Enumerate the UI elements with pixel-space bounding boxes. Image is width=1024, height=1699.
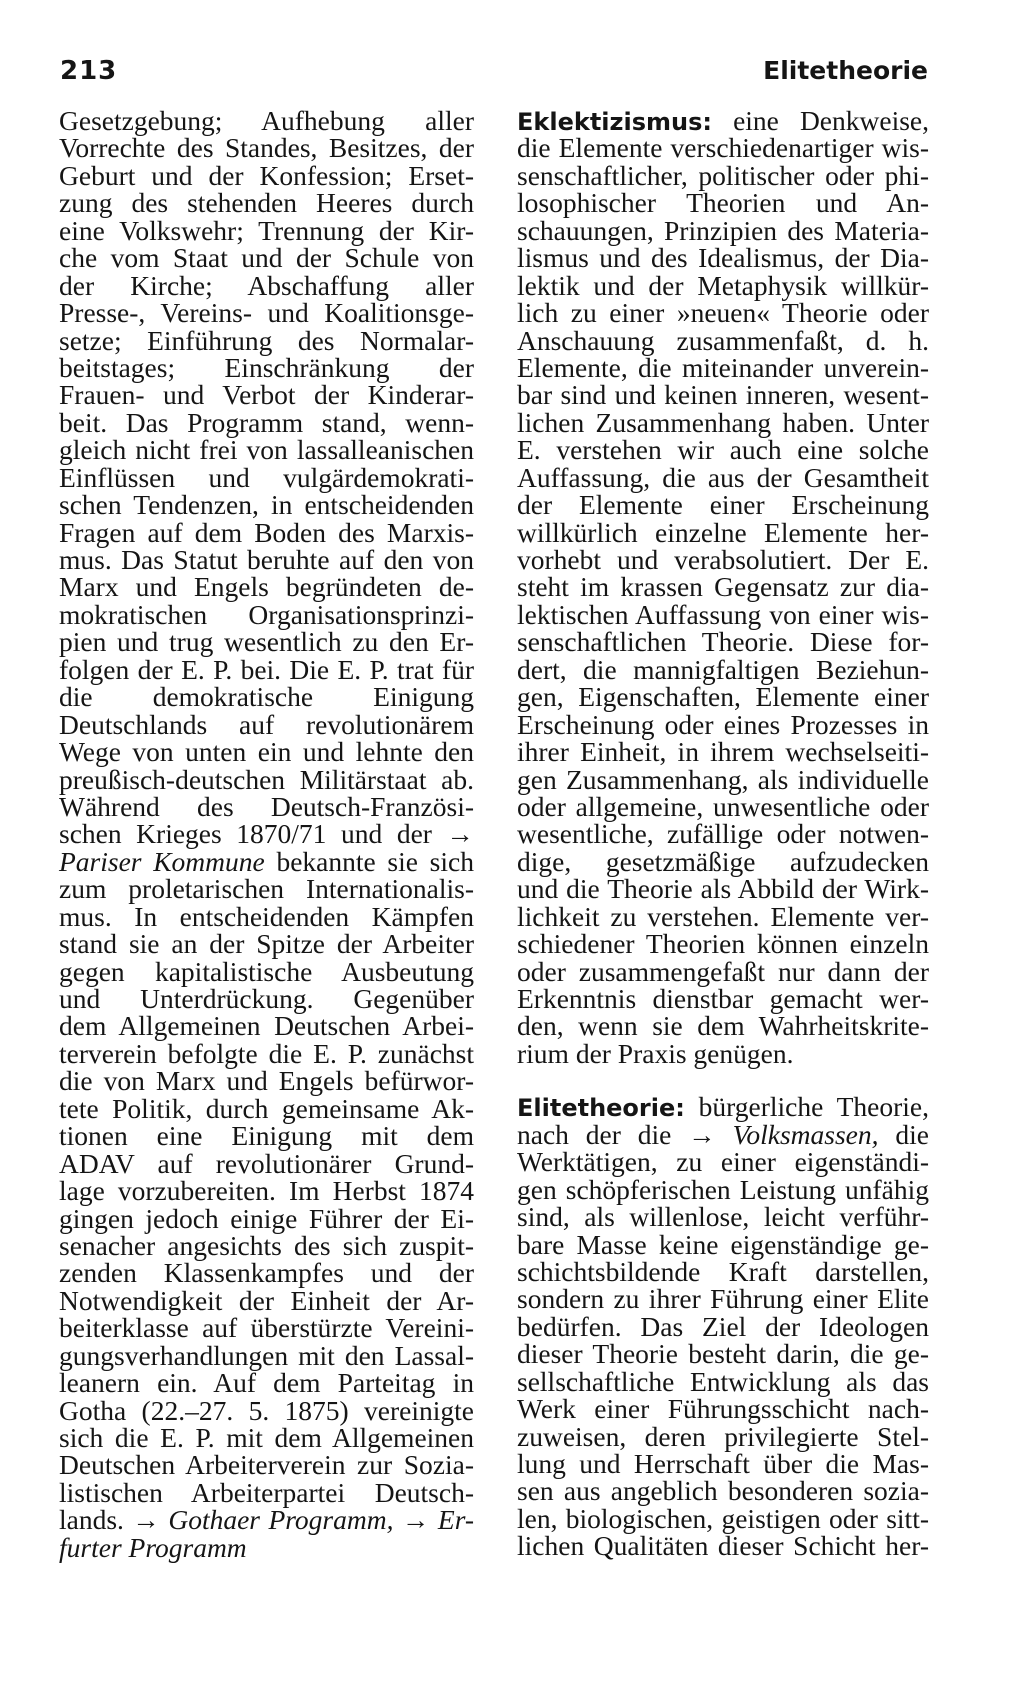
- text-line: sind, als willenlose, leicht verführ-: [517, 1201, 929, 1233]
- text-line: der Elemente einer Erscheinung: [517, 489, 929, 521]
- text-line: beitstages; Einschränkung der: [59, 351, 474, 383]
- text-line: sen aus angeblich besonderen sozia-: [517, 1475, 929, 1507]
- text-line: beiterklasse auf überstürzte Vereini-: [59, 1312, 474, 1344]
- text-line: steht im krassen Gegensatz zur dia-: [517, 571, 929, 603]
- text-line: Deutschlands auf revolutionärem: [59, 708, 474, 740]
- text-line: folgen der E. P. bei. Die E. P. trat für: [59, 653, 474, 685]
- text-suffix: die: [878, 1118, 929, 1150]
- text-line: senacher angesichts des sich zuspit-: [59, 1229, 474, 1261]
- text-line: terverein befolgte die E. P. zunächst: [59, 1037, 474, 1069]
- text-line: mokratischen Organisationsprinzi-: [59, 598, 474, 630]
- text-line: zuweisen, deren privilegierte Stel-: [517, 1420, 929, 1452]
- text-line: setze; Einführung des Normalar-: [59, 324, 474, 356]
- text-line: bar sind und keinen inneren, wesent-: [517, 379, 929, 411]
- text-line: schichtsbildende Kraft darstellen,: [517, 1255, 929, 1287]
- text-line: Anschauung zusammenfaßt, d. h.: [517, 324, 929, 356]
- definition-start: eine Denkweise,: [711, 105, 929, 136]
- cross-reference-gothaer-programm[interactable]: Gothaer Programm,: [168, 1504, 394, 1536]
- text-line: tionen eine Einigung mit dem: [59, 1120, 474, 1152]
- arrow-icon: →: [132, 1504, 160, 1536]
- entry-separator: [517, 1067, 929, 1093]
- running-head: Elitetheorie: [763, 56, 928, 85]
- text-line: lektischen Auffassung von einer wis-: [517, 598, 929, 630]
- left-lines-a: [59, 107, 474, 848]
- text-line: ihrer Einheit, in ihrem wechselseiti-: [517, 736, 929, 768]
- text-line: senschaftlicher, politischer oder phi-: [517, 159, 929, 191]
- text-line: oder zusammengefaßt nur dann der: [517, 955, 929, 987]
- left-column: [59, 107, 474, 1561]
- text-line: Geburt und der Konfession; Erset-: [59, 159, 474, 191]
- cross-reference-erfurter-programm-cont[interactable]: furter Programm: [59, 1531, 247, 1563]
- text-line: gen schöpferischen Leistung unfähig: [517, 1173, 929, 1205]
- text-line: ADAV auf revolutionärer Grund-: [59, 1147, 474, 1179]
- text-line: eine Volkswehr; Trennung der Kir-: [59, 214, 474, 246]
- left-lines-b: [59, 875, 474, 1506]
- text-line: bare Masse keine eigenständige ge-: [517, 1228, 929, 1260]
- text-line: Presse-, Vereins- und Koalitionsge-: [59, 297, 474, 329]
- text-line: lage vorzubereiten. Im Herbst 1874: [59, 1175, 474, 1207]
- text-line: sich die E. P. mit dem Allgemeinen: [59, 1422, 474, 1453]
- text-line: sellschaftliche Entwicklung als das: [517, 1365, 929, 1397]
- text-line: gen Zusammenhang, als individuelle: [517, 763, 929, 795]
- text-line: lung und Herrschaft über die Mas-: [517, 1448, 929, 1479]
- text-line: leanern ein. Auf dem Parteitag in: [59, 1367, 474, 1399]
- text-line-volksmassen: [517, 1118, 929, 1150]
- text-line: mus. Das Statut beruhte auf den von: [59, 544, 474, 575]
- text-line: die von Marx und Engels befürwor-: [59, 1065, 474, 1097]
- text-line: schiedener Theorien können einzeln: [517, 928, 929, 960]
- text-line: die demokratische Einigung: [59, 681, 474, 713]
- text-line: zum proletarischen Internationalis-: [59, 873, 474, 905]
- text-line: lichen Qualitäten dieser Schicht her-: [517, 1530, 929, 1562]
- text-after-reference: bekannte sie sich: [264, 845, 474, 877]
- text-line: che vom Staat und der Schule von: [59, 242, 474, 274]
- text-line: beit. Das Programm stand, wenn-: [59, 406, 474, 438]
- text-line: preußisch-deutschen Militärstaat ab.: [59, 763, 474, 795]
- text-line: zenden Klassenkampfes und der: [59, 1257, 474, 1289]
- text-line: Gotha (22.–27. 5. 1875) vereinigte: [59, 1394, 474, 1426]
- text-line: Einflüssen und vulgärdemokrati-: [59, 461, 474, 493]
- entry-elitetheorie-body: [517, 1148, 929, 1560]
- text-line: Gesetzgebung; Aufhebung aller: [59, 105, 474, 136]
- text-line: gegen kapitalistische Ausbeutung: [59, 955, 474, 987]
- text-prefix: lands.: [59, 1504, 133, 1536]
- text-line: Wege von unten ein und lehnte den: [59, 736, 474, 768]
- text-line: lektik und der Metaphysik willkür-: [517, 269, 929, 301]
- text-line: sondern zu ihrer Führung einer Elite: [517, 1283, 929, 1315]
- text-line: willkürlich einzelne Elemente her-: [517, 516, 929, 548]
- text-line: Notwendigkeit der Einheit der Ar-: [59, 1284, 474, 1316]
- text-line: Auffassung, die aus der Gesamtheit: [517, 461, 929, 493]
- text-line: gleich nicht frei von lassalleanischen: [59, 434, 474, 466]
- text-line: Deutschen Arbeiterverein zur Sozia-: [59, 1449, 474, 1481]
- right-column: [517, 107, 929, 1560]
- text-line: Elemente, die miteinander unverein-: [517, 351, 929, 383]
- text-line: E. verstehen wir auch eine solche: [517, 434, 929, 466]
- definition-start: bürgerliche Theorie,: [684, 1091, 929, 1123]
- text-line: der Kirche; Abschaffung aller: [59, 269, 474, 301]
- text-line: Während des Deutsch-Französi-: [59, 790, 474, 822]
- text-line: losophischer Theorien und An-: [517, 187, 929, 219]
- text-line: Werktätigen, zu einer eigenständi-: [517, 1146, 929, 1178]
- text-line: len, biologischen, geistigen oder sitt-: [517, 1502, 929, 1534]
- text-line: schen Tendenzen, in entscheidenden: [59, 489, 474, 521]
- text-line: stand sie an der Spitze der Arbeiter: [59, 928, 474, 960]
- text-line: bedürfen. Das Ziel der Ideologen: [517, 1310, 929, 1342]
- page-number: 213: [60, 56, 118, 86]
- text-line: und Unterdrückung. Gegenüber: [59, 983, 474, 1014]
- text-line-pariser-kommune: [59, 845, 474, 877]
- cross-reference-volksmassen[interactable]: Volksmassen,: [732, 1118, 879, 1150]
- text-line: gungsverhandlungen mit den Lassal-: [59, 1339, 474, 1371]
- headword-elitetheorie: Elitetheorie:: [517, 1094, 685, 1123]
- text-line: dige, gesetzmäßige aufzudecken: [517, 845, 929, 877]
- text-line-gothaer: [59, 1504, 474, 1536]
- text-line: tete Politik, durch gemeinsame Ak-: [59, 1092, 474, 1124]
- arrow-icon: →: [401, 1504, 430, 1536]
- text-line: Frauen- und Verbot der Kinderar-: [59, 379, 474, 411]
- text-line: Erkenntnis dienstbar gemacht wer-: [517, 983, 929, 1014]
- text-prefix: nach der die: [517, 1118, 689, 1150]
- text-line: vorhebt und verabsolutiert. Der E.: [517, 544, 929, 575]
- text-line: senschaftlichen Theorie. Diese for-: [517, 626, 929, 658]
- text-line: die Elemente verschiedenartiger wis-: [517, 132, 929, 164]
- text-line: lich zu einer »neuen« Theorie oder: [517, 297, 929, 329]
- text-line: wesentliche, zufällige oder notwen-: [517, 818, 929, 850]
- text-line: oder allgemeine, unwesentliche oder: [517, 790, 929, 822]
- text-line: pien und trug wesentlich zu den Er-: [59, 626, 474, 658]
- text-line: lichkeit zu verstehen. Elemente ver-: [517, 900, 929, 932]
- text-line: den, wenn sie dem Wahrheitskrite-: [517, 1010, 929, 1042]
- text-line: gen, Eigenschaften, Elemente einer: [517, 681, 929, 713]
- entry-eklektizismus-start: [517, 107, 929, 134]
- text-line: schen Krieges 1870/71 und der →: [59, 818, 474, 850]
- text-line: Marx und Engels begründeten de-: [59, 571, 474, 603]
- text-line: und die Theorie als Abbild der Wirk-: [517, 873, 929, 905]
- text-line: dieser Theorie besteht darin, die ge-: [517, 1338, 929, 1370]
- entry-elitetheorie-start: [517, 1091, 929, 1123]
- text-line: gingen jedoch einige Führer der Ei-: [59, 1202, 474, 1234]
- text-line: Werk einer Führungsschicht nach-: [517, 1393, 929, 1425]
- text-line: schauungen, Prinzipien des Materia-: [517, 214, 929, 246]
- entry-eklektizismus-body: [517, 134, 929, 1067]
- text-line: lismus und des Idealismus, der Dia-: [517, 242, 929, 274]
- text-line: listischen Arbeiterpartei Deutsch-: [59, 1476, 474, 1508]
- text-line: zung des stehenden Heeres durch: [59, 187, 474, 219]
- text-line: Erscheinung oder eines Prozesses in: [517, 708, 929, 740]
- cross-reference-erfurter-programm[interactable]: Er-: [437, 1504, 474, 1536]
- headword-eklektizismus: Eklektizismus:: [517, 108, 712, 136]
- cross-reference-pariser-kommune[interactable]: Pariser Kommune: [59, 845, 265, 877]
- text-line: dem Allgemeinen Deutschen Arbei-: [59, 1010, 474, 1042]
- arrow-icon: →: [688, 1118, 716, 1150]
- text-line: mus. In entscheidenden Kämpfen: [59, 900, 474, 932]
- text-line: dert, die mannigfaltigen Beziehun-: [517, 653, 929, 685]
- text-line: Fragen auf dem Boden des Marxis-: [59, 516, 474, 548]
- text-line: Vorrechte des Standes, Besitzes, der: [59, 132, 474, 164]
- text-line: lichen Zusammenhang haben. Unter: [517, 406, 929, 438]
- text-line: [59, 1531, 474, 1563]
- text-line: rium der Praxis genügen.: [517, 1037, 794, 1069]
